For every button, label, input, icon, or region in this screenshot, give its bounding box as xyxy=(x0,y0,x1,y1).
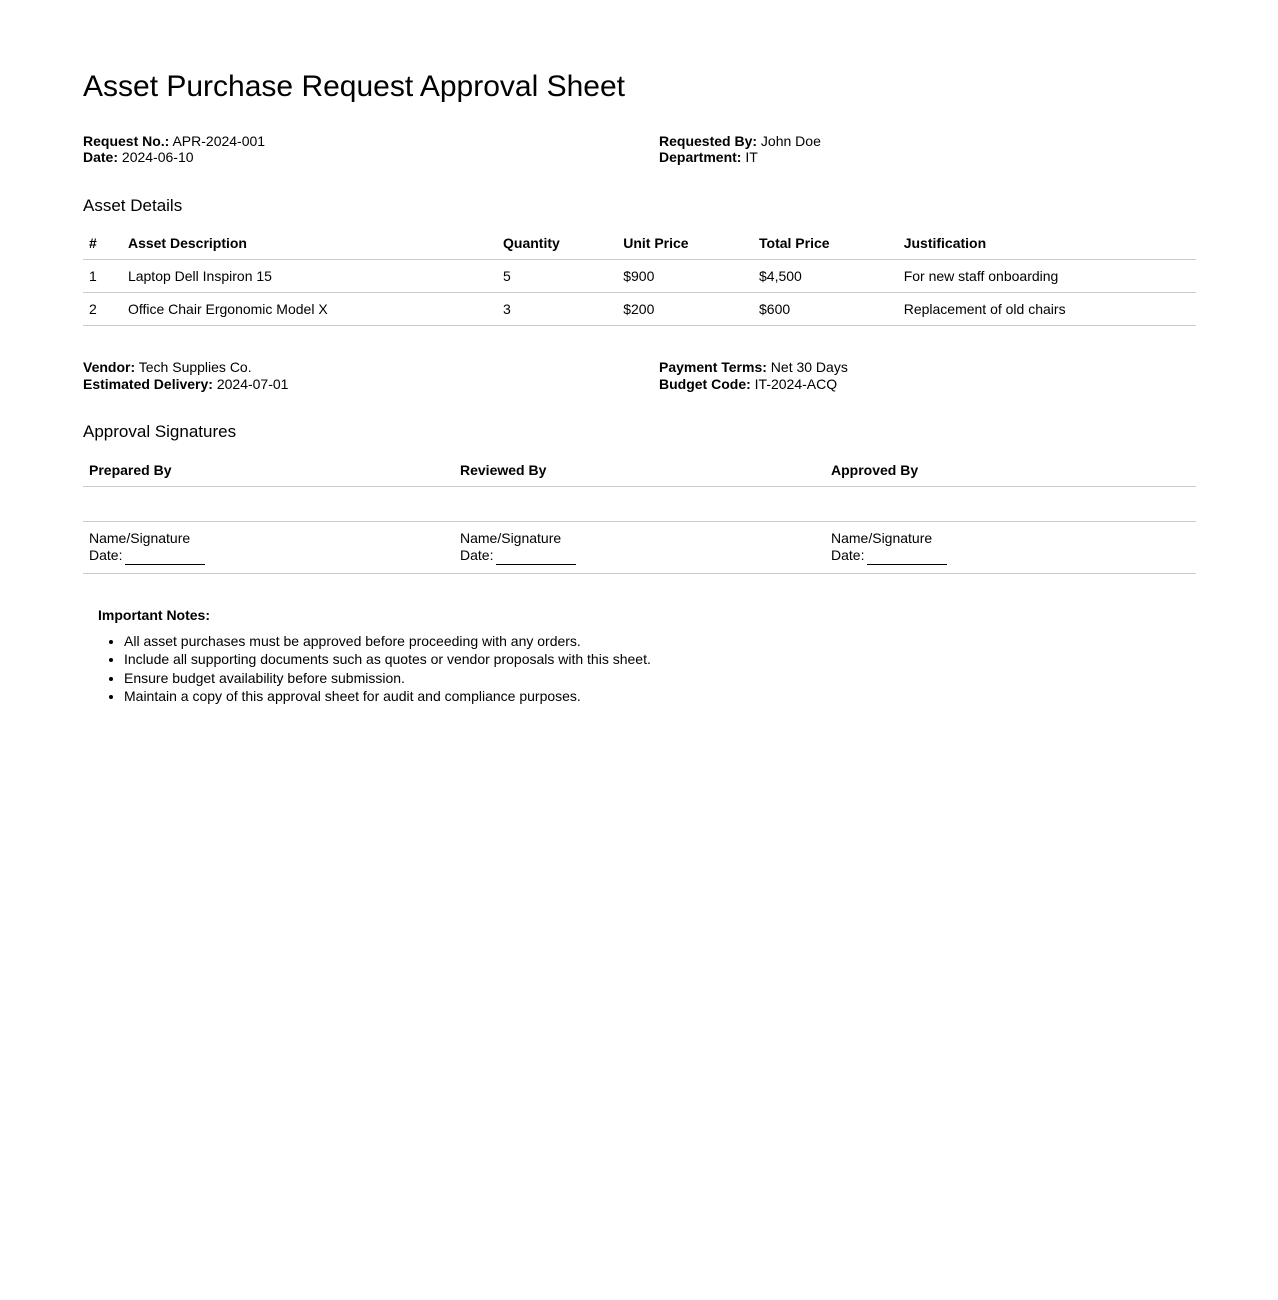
column-header-unit-price: Unit Price xyxy=(617,227,753,260)
request-date-line xyxy=(83,149,659,166)
asset-details-table xyxy=(83,227,1196,326)
column-header-total-price: Total Price xyxy=(753,227,898,260)
requested-by-label: Requested By: xyxy=(659,132,758,149)
date-label: Date: xyxy=(89,546,123,563)
estimated-delivery-line xyxy=(83,376,659,393)
signature-entry-row xyxy=(83,521,1196,573)
column-header-quantity: Quantity xyxy=(497,227,617,260)
prepared-by-signature-cell xyxy=(83,521,454,573)
estimated-delivery-value: 2024-07-01 xyxy=(216,375,289,392)
request-meta-right xyxy=(659,133,1196,166)
approved-by-signature-cell xyxy=(825,521,1196,573)
approval-signatures-heading: Approval Signatures xyxy=(83,422,237,442)
cell-total-price: $600 xyxy=(753,293,898,326)
important-notes-list xyxy=(98,632,1196,706)
request-date-label: Date: xyxy=(83,149,119,165)
request-no-value: APR-2024-001 xyxy=(172,132,266,149)
date-label: Date: xyxy=(460,546,494,563)
cell-justification: Replacement of old chairs xyxy=(898,293,1196,326)
cell-unit-price: $200 xyxy=(617,293,753,326)
date-line xyxy=(831,547,1190,565)
budget-code-value: IT-2024-ACQ xyxy=(754,375,838,392)
signature-blank-cell xyxy=(454,486,825,521)
date-signature-line xyxy=(125,547,205,565)
column-header-number: # xyxy=(83,227,122,260)
important-notes-block xyxy=(98,607,1196,706)
vendor-info-right xyxy=(659,359,1196,392)
vendor-info-left xyxy=(83,359,659,392)
list-item: • Ensure budget availability before submission. xyxy=(124,669,1196,688)
name-signature-label: Name/Signature xyxy=(460,529,562,546)
column-header-prepared-by: Prepared By xyxy=(83,454,454,487)
payment-terms-line xyxy=(659,359,1196,376)
column-header-approved-by: Approved By xyxy=(825,454,1196,487)
list-item: • Maintain a copy of this approval sheet for audit and compliance purposes. xyxy=(124,687,1196,706)
list-item: • Include all supporting documents such as quotes or vendor proposals with this sheet. xyxy=(124,650,1196,669)
approval-signatures-table xyxy=(83,454,1196,574)
date-signature-line xyxy=(867,547,947,565)
cell-unit-price: $900 xyxy=(617,260,753,293)
request-no-label: Request No.: xyxy=(83,132,170,149)
cell-justification: For new staff onboarding xyxy=(898,260,1196,293)
vendor-line xyxy=(83,359,659,376)
list-item: • All asset purchases must be approved before proceeding with any orders. xyxy=(124,632,1196,651)
date-line xyxy=(89,547,448,565)
important-notes-heading: Important Notes: xyxy=(98,606,210,623)
payment-terms-value: Net 30 Days xyxy=(770,359,848,376)
department-value: IT xyxy=(745,149,758,165)
signature-blank-cell xyxy=(825,486,1196,521)
request-meta-block xyxy=(83,133,1196,166)
cell-quantity: 3 xyxy=(497,293,617,326)
cell-quantity: 5 xyxy=(497,260,617,293)
budget-code-line xyxy=(659,376,1196,393)
department-label: Department: xyxy=(659,149,742,165)
column-header-justification: Justification xyxy=(898,227,1196,260)
signature-blank-row xyxy=(83,486,1196,521)
cell-description: Office Chair Ergonomic Model X xyxy=(122,293,497,326)
payment-terms-label: Payment Terms: xyxy=(659,359,767,376)
column-header-reviewed-by: Reviewed By xyxy=(454,454,825,487)
column-header-description: Asset Description xyxy=(122,227,497,260)
asset-details-heading: Asset Details xyxy=(83,195,183,215)
request-no-line xyxy=(83,133,659,150)
signatures-header-row xyxy=(83,454,1196,487)
vendor-value: Tech Supplies Co. xyxy=(138,359,252,376)
requested-by-value: John Doe xyxy=(760,132,821,149)
date-label: Date: xyxy=(831,546,865,563)
vendor-info-block xyxy=(83,359,1196,392)
estimated-delivery-label: Estimated Delivery: xyxy=(83,375,213,392)
signature-blank-cell xyxy=(83,486,454,521)
vendor-label: Vendor: xyxy=(83,359,136,376)
reviewed-by-signature-cell xyxy=(454,521,825,573)
asset-table-header-row xyxy=(83,227,1196,260)
budget-code-label: Budget Code: xyxy=(659,375,751,392)
department-line xyxy=(659,149,1196,166)
request-date-value: 2024-06-10 xyxy=(121,149,194,165)
table-row xyxy=(83,293,1196,326)
cell-total-price: $4,500 xyxy=(753,260,898,293)
cell-row-number: 2 xyxy=(83,293,122,326)
table-row xyxy=(83,260,1196,293)
date-signature-line xyxy=(496,547,576,565)
request-meta-left xyxy=(83,133,659,166)
page-title: Asset Purchase Request Approval Sheet xyxy=(83,70,625,103)
name-signature-label: Name/Signature xyxy=(831,529,933,546)
cell-description: Laptop Dell Inspiron 15 xyxy=(122,260,497,293)
requested-by-line xyxy=(659,133,1196,150)
name-signature-label: Name/Signature xyxy=(89,529,191,546)
date-line xyxy=(460,547,819,565)
cell-row-number: 1 xyxy=(83,260,122,293)
